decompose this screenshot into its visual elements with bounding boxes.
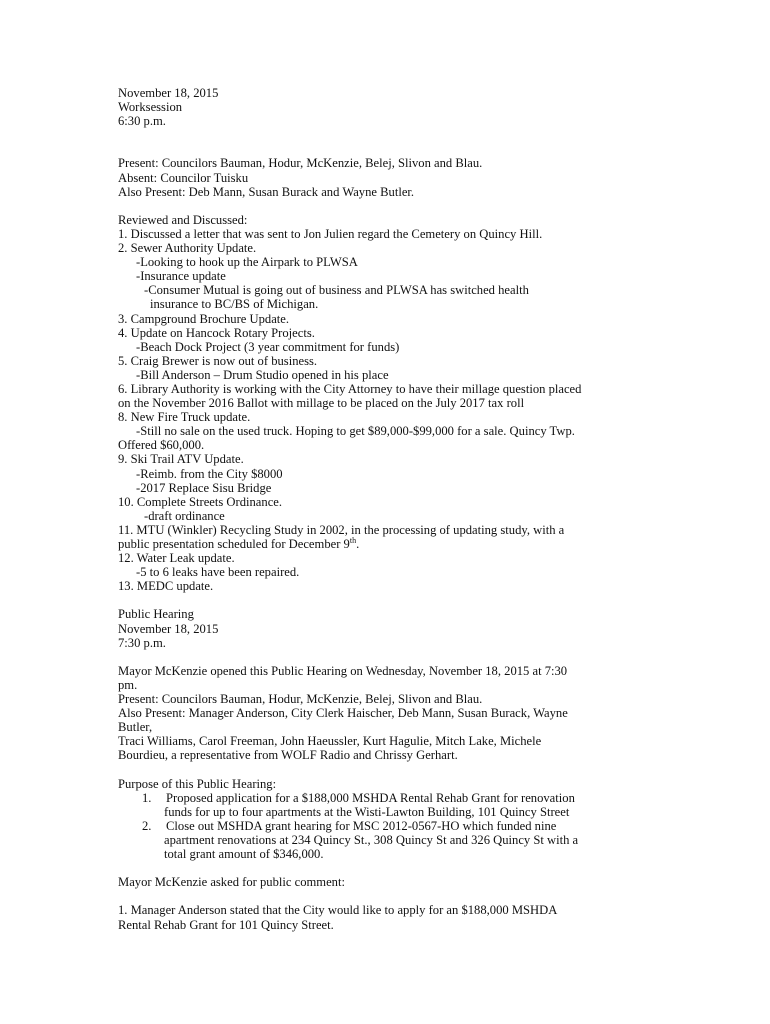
reviewed-subitem: -5 to 6 leaks have been repaired. <box>136 565 300 580</box>
purpose-item-text: funds for up to four apartments at the Wisti-Lawton Building, 101 Quincy Street <box>164 804 570 819</box>
reviewed-item: 3. Campground Brochure Update. <box>118 311 290 326</box>
reviewed-item: on the November 2016 Ballot with millage to be placed on the July 2017 tax roll <box>118 396 525 411</box>
purpose-item-number: 1. <box>142 790 152 805</box>
reviewed-item: 10. Complete Streets Ordinance. <box>118 494 283 509</box>
reviewed-item: 8. New Fire Truck update. <box>118 410 251 425</box>
reviewed-item <box>118 537 678 551</box>
reviewed-subitem: -Bill Anderson – Drum Studio opened in his place <box>136 367 389 382</box>
comment-item: Rental Rehab Grant for 101 Quincy Street. <box>118 917 334 932</box>
reviewed-item: 9. Ski Trail ATV Update. <box>118 452 244 467</box>
hearing-present: Present: Councilors Bauman, Hodur, McKenzie, Belej, Slivon and Blau. <box>118 692 483 707</box>
reviewed-item: Offered $60,000. <box>118 438 205 453</box>
hearing-others: Traci Williams, Carol Freeman, John Haeussler, Kurt Hagulie, Mitch Lake, Michele <box>118 734 542 749</box>
reviewed-subitem: -Consumer Mutual is going out of business and PLWSA has switched health <box>144 283 529 298</box>
purpose-item-text: Proposed application for a $188,000 MSHDA Rental Rehab Grant for renovation <box>166 790 575 805</box>
present-line: Present: Councilors Bauman, Hodur, McKenzie, Belej, Slivon and Blau. <box>118 156 483 171</box>
reviewed-subitem: insurance to BC/BS of Michigan. <box>150 297 319 312</box>
comment-heading: Mayor McKenzie asked for public comment: <box>118 875 345 890</box>
purpose-item <box>118 791 678 805</box>
minutes-document <box>118 86 678 932</box>
reviewed-item: 1. Discussed a letter that was sent to Jon Julien regard the Cemetery on Quincy Hill. <box>118 226 543 241</box>
hearing-title: Public Hearing <box>118 607 194 622</box>
reviewed-subitem: -Beach Dock Project (3 year commitment for funds) <box>136 339 400 354</box>
reviewed-item: 11. MTU (Winkler) Recycling Study in 2002, in the processing of updating study, with a <box>118 522 565 537</box>
absent-line: Absent: Councilor Tuisku <box>118 170 249 185</box>
worksession-date: November 18, 2015 <box>118 86 219 100</box>
reviewed-subitem: -Still no sale on the used truck. Hoping to get $89,000-$99,000 for a sale. Quincy Twp. <box>136 424 575 439</box>
reviewed-item: 4. Update on Hancock Rotary Projects. <box>118 325 315 340</box>
reviewed-item: 12. Water Leak update. <box>118 551 235 566</box>
worksession-type: Worksession <box>118 100 183 115</box>
hearing-opened: Mayor McKenzie opened this Public Hearing on Wednesday, November 18, 2015 at 7:30 <box>118 663 568 678</box>
ordinal-suffix: th <box>349 535 357 545</box>
worksession-time: 6:30 p.m. <box>118 114 166 129</box>
comment-item: 1. Manager Anderson stated that the City would like to apply for an $188,000 MSHDA <box>118 903 558 918</box>
purpose-item-text: Close out MSHDA grant hearing for MSC 2012-0567-HO which funded nine <box>166 818 557 833</box>
hearing-date: November 18, 2015 <box>118 621 219 636</box>
reviewed-item: 2. Sewer Authority Update. <box>118 241 257 256</box>
reviewed-subitem: -2017 Replace Sisu Bridge <box>136 480 272 495</box>
hearing-time: 7:30 p.m. <box>118 635 166 650</box>
reviewed-subitem: -Insurance update <box>136 269 226 284</box>
purpose-item-number: 2. <box>142 818 152 833</box>
hearing-others: Bourdieu, a representative from WOLF Radio and Chrissy Gerhart. <box>118 748 458 763</box>
purpose-item-text: total grant amount of $346,000. <box>164 847 324 862</box>
reviewed-subitem: -Looking to hook up the Airpark to PLWSA <box>136 255 358 270</box>
reviewed-item: 5. Craig Brewer is now out of business. <box>118 353 318 368</box>
also-present-line: Also Present: Deb Mann, Susan Burack and Wayne Butler. <box>118 184 415 199</box>
purpose-item-text: apartment renovations at 234 Quincy St., 308 Quincy St and 326 Quincy St with a <box>164 832 579 847</box>
purpose-heading: Purpose of this Public Hearing: <box>118 776 277 791</box>
reviewed-item: 6. Library Authority is working with the City Attorney to have their millage question placed <box>118 381 582 396</box>
hearing-opened: pm. <box>118 677 138 692</box>
hearing-also-present: Also Present: Manager Anderson, City Clerk Haischer, Deb Mann, Susan Burack, Wayne <box>118 706 568 721</box>
reviewed-subitem: -Reimb. from the City $8000 <box>136 466 283 481</box>
reviewed-subitem: -draft ordinance <box>144 508 225 523</box>
period: . <box>356 537 360 551</box>
purpose-item <box>118 819 678 833</box>
hearing-also-present: Butler, <box>118 720 153 735</box>
reviewed-item: 13. MEDC update. <box>118 579 214 594</box>
reviewed-item-text: public presentation scheduled for December 9 <box>118 537 350 551</box>
reviewed-heading: Reviewed and Discussed: <box>118 212 248 227</box>
